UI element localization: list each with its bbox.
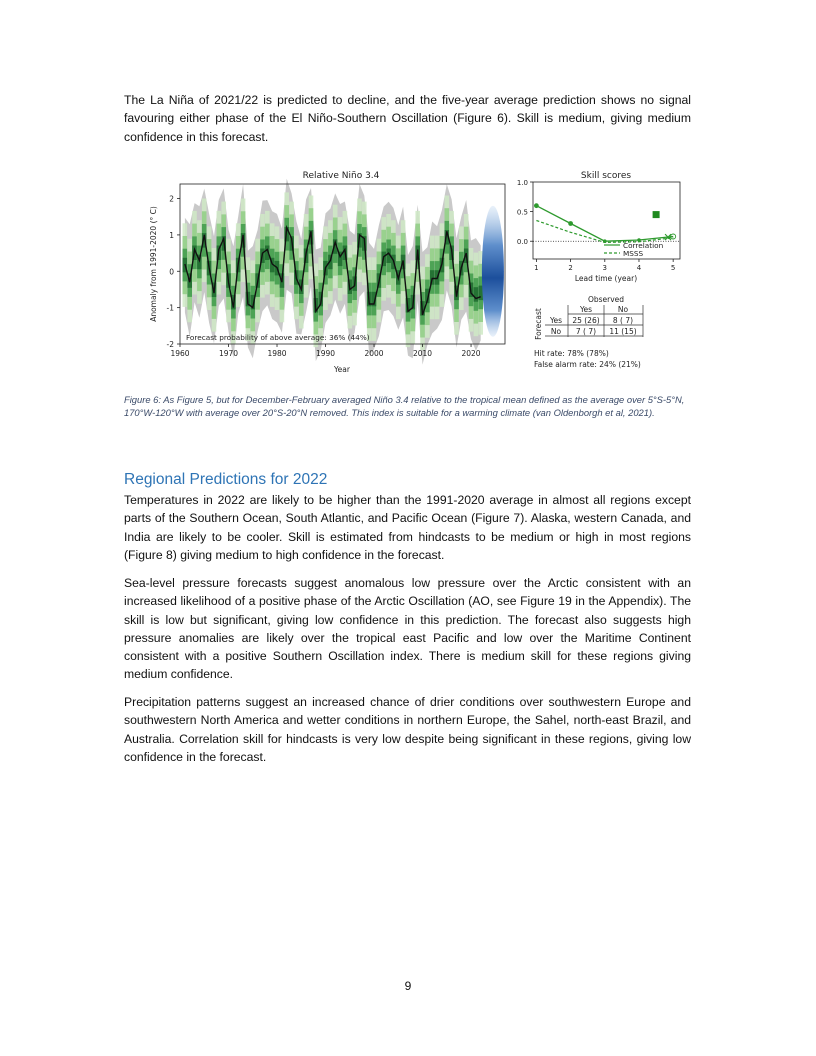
figure-6 bbox=[0, 0, 816, 390]
skill-x-axis-label: Lead time (year) bbox=[574, 274, 638, 283]
page-number: 9 bbox=[404, 979, 412, 993]
y-tick-label: 0.0 bbox=[516, 238, 528, 247]
table-cell: 25 (26) bbox=[572, 316, 600, 325]
x-tick-label: 1 bbox=[534, 264, 539, 272]
y-tick-label: 1 bbox=[169, 230, 174, 240]
hit-rate: Hit rate: 78% (78%) bbox=[534, 349, 609, 358]
table-row-label-no: No bbox=[550, 327, 562, 336]
x-tick-label: 2 bbox=[568, 264, 573, 272]
main-chart-title: Relative Niño 3.4 bbox=[302, 171, 380, 181]
forecast-distribution bbox=[482, 206, 504, 337]
table-header-no: No bbox=[617, 305, 629, 314]
forecast-probability-annotation: Forecast probability of above average: 36% (44%) bbox=[186, 333, 370, 342]
y-tick-label: 1.0 bbox=[516, 179, 528, 187]
x-tick-label: 1990 bbox=[315, 349, 336, 358]
x-tick-label: 5 bbox=[670, 264, 676, 272]
x-tick-label: 4 bbox=[636, 264, 642, 272]
temperature-paragraph: Temperatures in 2022 are likely to be higher than the 1991-2020 average in almost all regions except parts of the Southern Ocean, South Atlantic, and Pacific Ocean (Figure 7). Alaska, western Canada, and India are likely to be cooler. Skill is estimated from hindcasts to be medium or high in most regions (Figure 8) giving medium to high confidence in the forecast. bbox=[124, 493, 691, 562]
probability-bar bbox=[430, 270, 435, 285]
table-cell: 7 ( 7) bbox=[575, 327, 597, 336]
table-cell: 8 ( 7) bbox=[612, 316, 634, 325]
y-tick-label: 0.5 bbox=[516, 208, 528, 217]
square-marker bbox=[653, 211, 660, 218]
correlation-line bbox=[536, 206, 673, 242]
x-tick-label: 2020 bbox=[461, 349, 481, 358]
precipitation-paragraph: Precipitation patterns suggest an increased chance of drier conditions over southwestern Europe and southwestern North America and wetter conditions in northern Europe, the Sahel, north-east Brazil, and Australia. Correlation skill for hindcasts is very low despite being significant in these regions, giving low confidence in the forecast. bbox=[124, 695, 691, 764]
x-tick-label: 2000 bbox=[364, 349, 384, 358]
table-forecast-label: Forecast bbox=[534, 308, 543, 340]
legend-msss: MSSS bbox=[623, 249, 644, 258]
skill-x-axis bbox=[534, 259, 675, 272]
main-y-axis-label: Anomaly from 1991-2020 (° C) bbox=[149, 206, 158, 322]
x-tick-label: 1960 bbox=[170, 349, 190, 358]
main-x-axis-label: Year bbox=[334, 365, 350, 374]
main-x-axis bbox=[170, 344, 480, 358]
table-row-label-yes: Yes bbox=[549, 316, 563, 325]
skill-y-axis bbox=[517, 179, 533, 246]
skill-chart-title: Skill scores bbox=[580, 171, 632, 181]
skill-legend bbox=[604, 241, 663, 258]
correlation-point bbox=[568, 221, 573, 226]
pressure-paragraph: Sea-level pressure forecasts suggest anomalous low pressure over the Arctic consistent with an increased likelihood of a positive phase of the Arctic Oscillation (AO, see Figure 19 in the Appendix). The skill is low but significant, giving low confidence in this prediction. The forecast also suggests high pressure anomalies are likely over the tropical east Pacific and low over the Maritime Continent consistent with a positive Southern Oscillation index. There is medium skill for these regions giving medium confidence. bbox=[124, 576, 691, 682]
main-y-axis bbox=[167, 195, 180, 349]
y-tick-label: -1 bbox=[166, 303, 174, 313]
table-header-yes: Yes bbox=[579, 305, 593, 314]
y-tick-label: 2 bbox=[169, 194, 174, 204]
section-heading: Regional Predictions for 2022 bbox=[124, 471, 328, 488]
correlation-point bbox=[534, 203, 539, 208]
x-tick-label: 1970 bbox=[218, 349, 239, 358]
y-tick-label: -2 bbox=[166, 340, 174, 349]
y-tick-label: 0 bbox=[169, 267, 174, 277]
x-tick-label: 1980 bbox=[267, 349, 287, 358]
table-cell: 11 (15) bbox=[609, 327, 637, 336]
x-tick-label: 3 bbox=[602, 264, 608, 272]
contingency-table bbox=[534, 295, 643, 340]
table-observed-label: Observed bbox=[587, 295, 625, 304]
probability-bar bbox=[474, 287, 479, 302]
legend-correlation: Correlation bbox=[623, 241, 664, 250]
figure-caption: Figure 6: As Figure 5, but for December-February averaged Niño 3.4 relative to the tropical mean defined as the average over 5°S-5°N, 170°W-120°W with average over 20°S-20°N removed. This index is suitable for a warming climate (van Oldenborgh et al, 2021). bbox=[124, 394, 685, 418]
x-tick-label: 2010 bbox=[412, 349, 433, 358]
false-alarm-rate: False alarm rate: 24% (21%) bbox=[534, 360, 641, 369]
intro-paragraph: The La Niña of 2021/22 is predicted to decline, and the five-year average prediction shows no signal favouring either phase of the El Niño-Southern Oscillation (Figure 6). Skill is medium, giving medium confidence in this forecast. bbox=[124, 93, 691, 144]
skill-series bbox=[533, 203, 680, 243]
